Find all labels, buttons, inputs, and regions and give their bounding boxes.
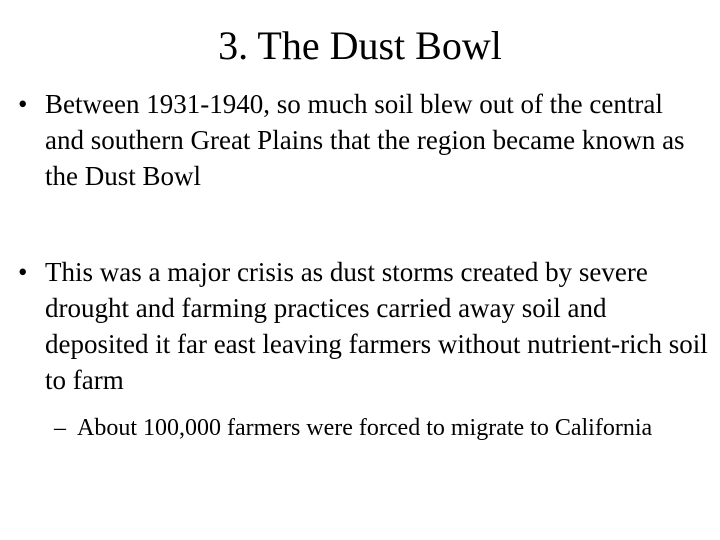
sub-bullet-item [54, 412, 704, 444]
bullet-dot-icon: • [18, 257, 28, 287]
bullet-text: Between 1931-1940, so much soil blew out of the central and southern Great Plains that the region became known as the Dust Bowl [45, 89, 685, 191]
bullet-text: This was a major crisis as dust storms created by severe drought and farming practices carried away soil and deposited it far east leaving farmers without nutrient-rich soil to farm [45, 257, 708, 395]
bullet-item [18, 254, 708, 398]
dash-icon: – [54, 415, 66, 441]
bullet-dot-icon: • [18, 89, 28, 119]
bullet-item [18, 86, 708, 194]
sub-bullet-text: About 100,000 farmers were forced to migrate to California [77, 415, 653, 441]
slide-title: 3. The Dust Bowl [218, 23, 502, 68]
